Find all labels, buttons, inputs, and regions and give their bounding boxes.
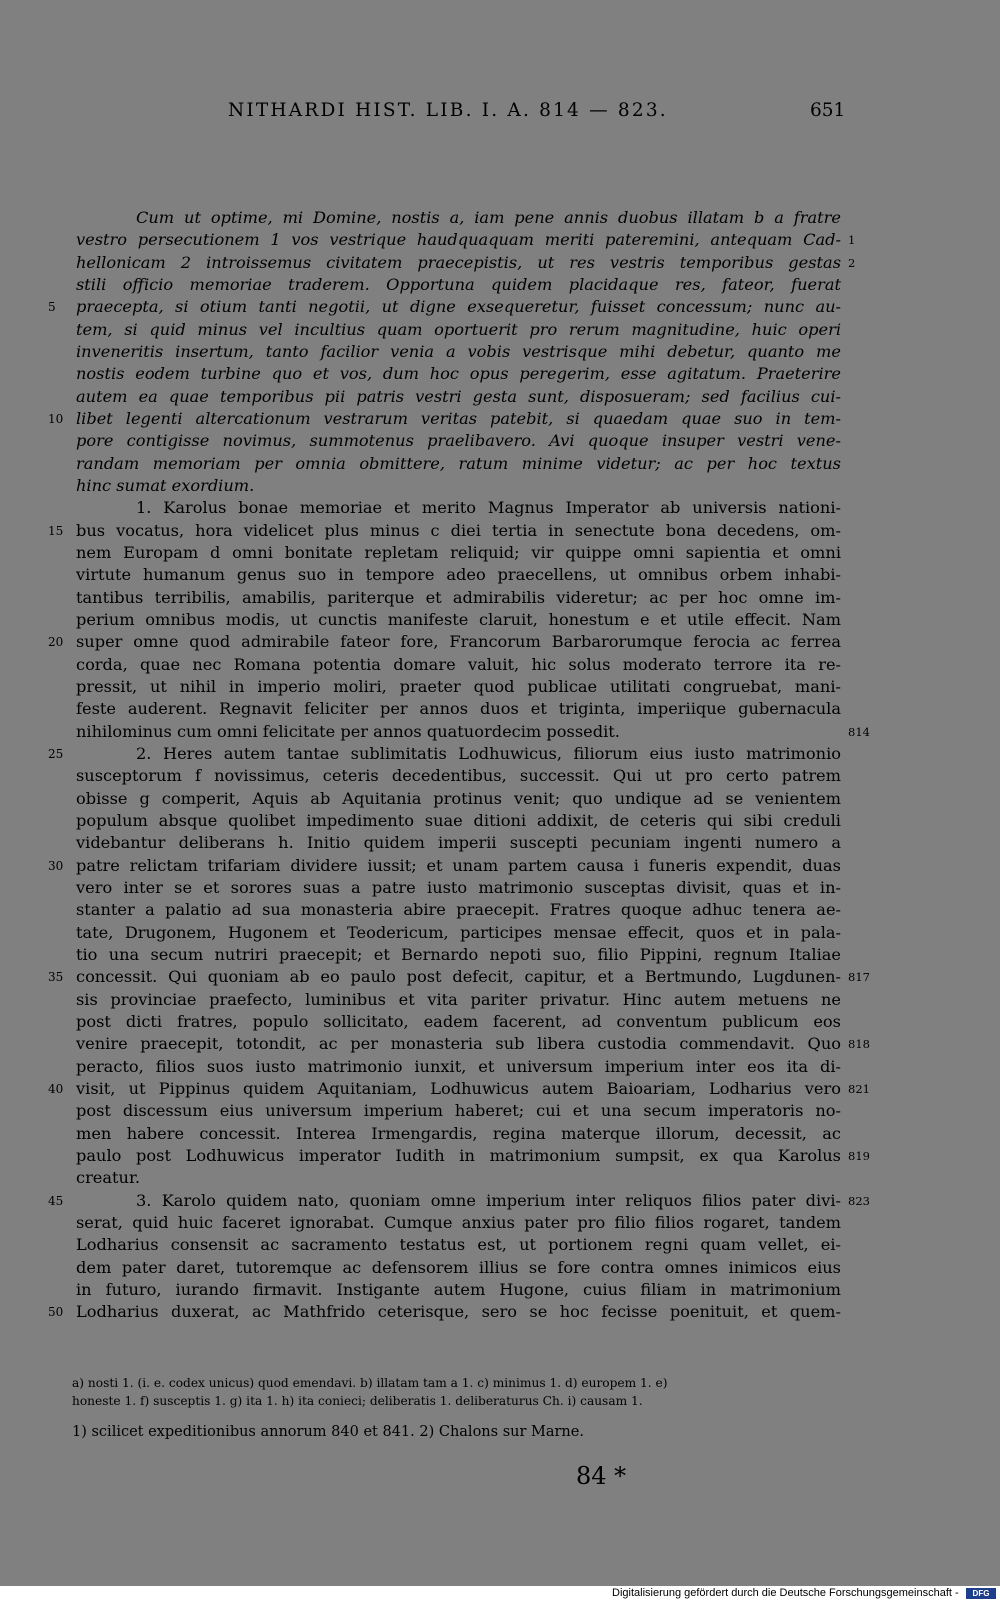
text-line: praecepta, si otium tanti negotii, ut digne exsequeretur, fuisset concessum; nunc au- [76, 297, 841, 316]
text-line: peracto, filios suos iusto matrimonio iunxit, et universum imperium inter eos ita di- [76, 1057, 841, 1076]
line-number: 50 [48, 1305, 64, 1319]
text-line: stanter a palatio ad sua monasteria abire praecepit. Fratres quoque adhuc tenera ae- [76, 900, 841, 919]
text-line: nihilominus cum omni felicitate per annos quatuordecim possedit. [76, 722, 620, 741]
text-line: randam memoriam per omnia obmittere, ratum minime videtur; ac per hoc textus [76, 454, 841, 473]
text-line: perium omnibus modis, ut cunctis manifeste claruit, honestum e et utile effecit. Nam [76, 610, 841, 629]
text-line: obisse g comperit, Aquis ab Aquitania protinus venit; quo undique ad se venientem [76, 789, 841, 808]
line-number: 30 [48, 859, 64, 873]
text-line: 2. Heres autem tantae sublimitatis Lodhuwicus, filiorum eius iusto matrimonio [136, 744, 841, 763]
margin-note: 818 [848, 1037, 870, 1051]
text-line: nostis eodem turbine quo et vos, dum hoc opus peregerim, esse agitatum. Praeterire [76, 364, 841, 383]
text-line: Lodharius consensit ac sacramento testatus est, ut portionem regni quam vellet, ei- [76, 1235, 841, 1254]
text-line: virtute humanum genus suo in tempore adeo praecellens, ut omnibus orbem inhabi- [76, 565, 841, 584]
margin-note: 1 [848, 233, 856, 247]
text-line: bus vocatus, hora videlicet plus minus c diei tertia in senectute bona decedens, om- [76, 521, 841, 540]
margin-note: 817 [848, 970, 870, 984]
text-line: pressit, ut nihil in imperio moliri, praeter quod publicae utilitati congruebat, mani- [76, 677, 841, 696]
line-number: 45 [48, 1194, 64, 1208]
text-line: nem Europam d omni bonitate repletam reliquid; vir quippe omni sapientia et omni [76, 543, 841, 562]
text-line: post dicti fratres, populo sollicitato, eadem facerent, ad conventum publicum eos [76, 1012, 841, 1031]
margin-note: 821 [848, 1082, 870, 1096]
footnote-letters-line-2: honeste 1. f) susceptis 1. g) ita 1. h) ita conieci; deliberatis 1. deliberaturus Ch. i) causam 1. [72, 1394, 643, 1408]
text-line: in futuro, iurando firmavit. Instigante autem Hugone, cuius filiam in matrimonium [76, 1280, 841, 1299]
text-line: Lodharius duxerat, ac Mathfrido ceterisque, sero se hoc fecisse poenituit, et quem- [76, 1302, 841, 1321]
text-line: sis provinciae praefecto, luminibus et vita pariter privatur. Hinc autem metuens ne [76, 990, 841, 1009]
text-line: serat, quid huic faceret ignorabat. Cumque anxius pater pro filio filios rogaret, tandem [76, 1213, 841, 1232]
text-line: pore contigisse novimus, summotenus praelibavero. Avi quoque insuper vestri vene- [76, 431, 841, 450]
text-line: tantibus terribilis, amabilis, pariterque et admirabilis videretur; ac per hoc omne im- [76, 588, 841, 607]
text-line: post discessum eius universum imperium haberet; cui et una secum imperatoris no- [76, 1101, 841, 1120]
text-line: tio una secum nutriri praecepit; et Bernardo nepoti suo, filio Pippini, regnum Italiae [76, 945, 841, 964]
line-number: 40 [48, 1082, 64, 1096]
running-title: NITHARDI HIST. LIB. I. A. 814 — 823. [228, 100, 668, 121]
digitization-footer [0, 1586, 1000, 1601]
line-number: 10 [48, 412, 64, 426]
footnote-letters-line-1: a) nosti 1. (i. e. codex unicus) quod emendavi. b) illatam tam a 1. c) minimus 1. d) europem 1. e) [72, 1376, 668, 1390]
text-line: super omne quod admirabile fateor fore, Francorum Barbarorumque ferocia ac ferrea [76, 632, 841, 651]
text-line: concessit. Qui quoniam ab eo paulo post defecit, capitur, et a Bertmundo, Lugdunen- [76, 967, 841, 986]
footnote-numbers: 1) scilicet expeditionibus annorum 840 et 841. 2) Chalons sur Marne. [72, 1424, 584, 1440]
text-line: autem ea quae temporibus pii patris vestri gesta sunt, disposueram; sed facilius cui- [76, 387, 841, 406]
footer-text: Digitalisierung gefördert durch die Deutsche Forschungsgemeinschaft - [612, 1587, 959, 1599]
text-line: tem, si quid minus vel incultius quam oportuerit pro rerum magnitudine, huic operi [76, 320, 841, 339]
text-line: hellonicam 2 introissemus civitatem praecepistis, ut res vestris temporibus gestas [76, 253, 841, 272]
text-line: 3. Karolo quidem nato, quoniam omne imperium inter reliquos filios pater divi- [136, 1191, 841, 1210]
text-line: vero inter se et sorores suas a patre iusto matrimonio susceptas divisit, quas et in- [76, 878, 841, 897]
text-line: visit, ut Pippinus quidem Aquitaniam, Lodhuwicus autem Baioariam, Lodharius vero [76, 1079, 841, 1098]
text-line: populum absque quolibet impedimento suae ditioni addixit, de ceteris qui sibi creduli [76, 811, 841, 830]
text-line: tate, Drugonem, Hugonem et Teodericum, participes mensae effecit, quos et in pala- [76, 923, 841, 942]
signature-mark: 84 * [576, 1462, 627, 1490]
text-line: libet legenti altercationum vestrarum veritas patebit, si quaedam quae suo in tem- [76, 409, 841, 428]
text-line: inveneritis insertum, tanto facilior venia a vobis vestrisque mihi debetur, quanto me [76, 342, 841, 361]
margin-note: 2 [848, 256, 856, 270]
text-line: corda, quae nec Romana potentia domare valuit, hic solus moderato terrore ita re- [76, 655, 841, 674]
text-line: venire praecepit, totondit, ac per monasteria sub libera custodia commendavit. Quo [76, 1034, 841, 1053]
margin-note: 819 [848, 1149, 870, 1163]
text-line: stili officio memoriae traderem. Opportuna quidem placidaque res, fateor, fuerat [76, 275, 841, 294]
text-line: men habere concessit. Interea Irmengardis, regina materque illorum, decessit, ac [76, 1124, 841, 1143]
text-line: vestro persecutionem 1 vos vestrique haudquaquam meriti pateremini, antequam Cad- [76, 230, 841, 249]
text-line: 1. Karolus bonae memoriae et merito Magnus Imperator ab universis nationi- [136, 498, 841, 517]
text-line: dem pater daret, tutoremque ac defensorem illius se fore contra omnes inimicos eius [76, 1258, 841, 1277]
line-number: 25 [48, 747, 64, 761]
line-number: 35 [48, 970, 64, 984]
margin-note: 814 [848, 725, 870, 739]
line-number: 20 [48, 635, 64, 649]
text-line: paulo post Lodhuwicus imperator Iudith in matrimonium sumpsit, ex qua Karolus [76, 1146, 841, 1165]
text-line: patre relictam trifariam dividere iussit; et unam partem causa i funeris expendit, duas [76, 856, 841, 875]
text-line: hinc sumat exordium. [76, 476, 255, 495]
line-number: 5 [48, 300, 56, 314]
line-number: 15 [48, 524, 64, 538]
text-line: Cum ut optime, mi Domine, nostis a, iam pene annis duobus illatam b a fratre [136, 208, 841, 227]
margin-note: 823 [848, 1194, 870, 1208]
text-line: videbantur deliberans h. Initio quidem imperii suscepti pecuniam ingenti numero a [76, 833, 841, 852]
text-line: susceptorum f novissimus, ceteris decedentibus, successit. Qui ut pro certo patrem [76, 766, 841, 785]
page-number: 651 [810, 100, 846, 121]
running-header [0, 100, 1000, 130]
dfg-logo: DFG [966, 1588, 996, 1599]
text-line: feste auderent. Regnavit feliciter per annos duos et triginta, imperiique gubernacula [76, 699, 841, 718]
text-line: creatur. [76, 1168, 141, 1187]
